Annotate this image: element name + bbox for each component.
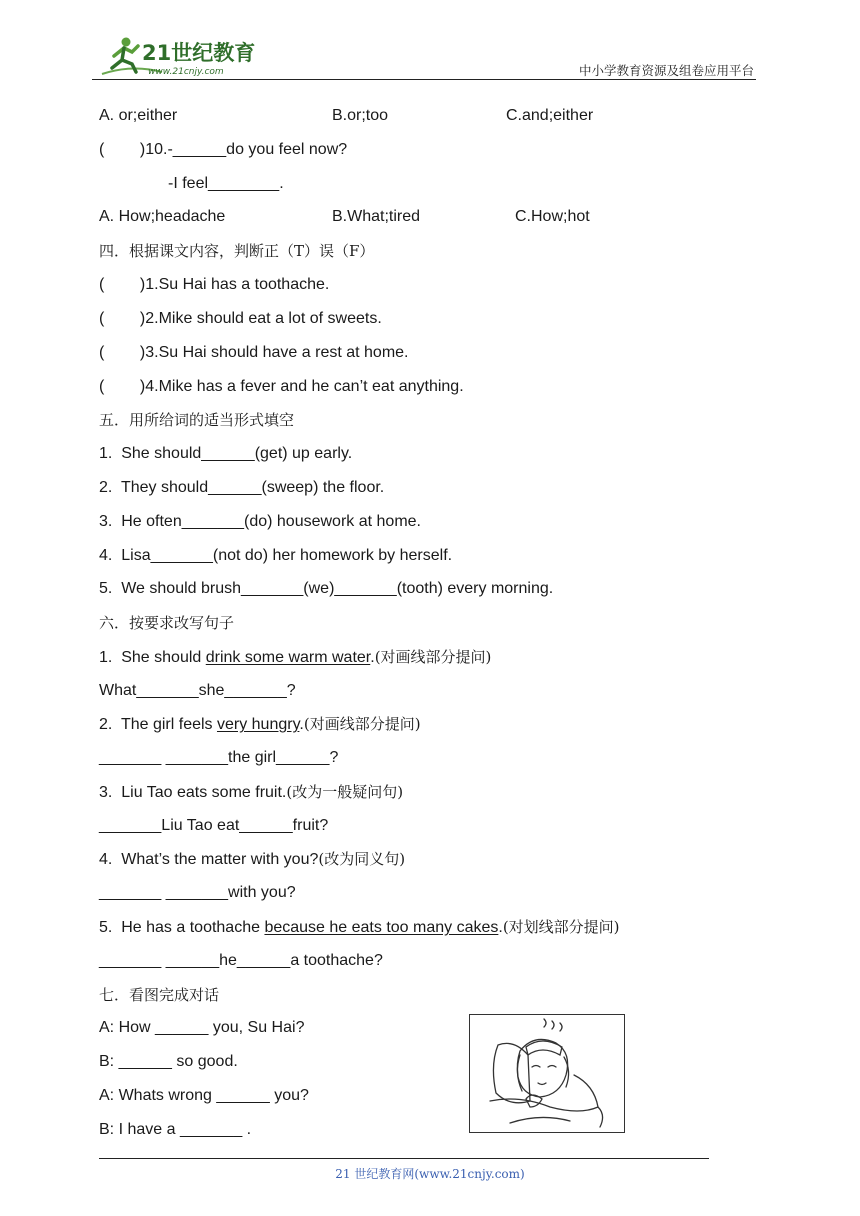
section6-q1 <box>99 647 491 668</box>
section4-item: ( )1.Su Hai has a toothache. <box>99 276 330 293</box>
section6-q3 <box>99 782 403 803</box>
q10-option-a: A. How;headache <box>99 208 226 225</box>
q3-text: 3. Liu Tao eats some fruit. <box>99 784 287 801</box>
section6-q3-answer: _______Liu Tao eat______fruit? <box>99 817 329 834</box>
section5-item: 1. She should______(get) up early. <box>99 445 353 462</box>
q2-text: 2. The girl feels <box>99 716 217 733</box>
q10-answer-line: -I feel________. <box>168 175 284 192</box>
q3-instruction: (改为一般疑问句) <box>286 783 404 801</box>
section6-q2 <box>99 714 421 735</box>
q10-option-b: B.What;tired <box>332 208 421 225</box>
footer-text: 21 世纪教育网(www.21cnjy.com) <box>335 1167 525 1181</box>
logo-url: www.21cnjy.com <box>148 67 224 77</box>
q4-text: 4. What’s the matter with you? <box>99 851 319 868</box>
q10-stem: ( )10.-______do you feel now? <box>99 141 348 158</box>
section5-title: 五．用所给词的适当形式填空 <box>99 411 295 429</box>
q10-option-c: C.How;hot <box>515 208 590 225</box>
section5-item: 2. They should______(sweep) the floor. <box>99 479 385 496</box>
section7-title: 七．看图完成对话 <box>99 986 220 1004</box>
section6-q5 <box>99 917 620 938</box>
header-divider <box>92 79 756 80</box>
footer-divider <box>99 1158 709 1159</box>
q1-instruction: (对画线部分提问) <box>374 648 492 666</box>
section6-q4 <box>99 849 405 870</box>
q1-text: 1. She should <box>99 649 206 666</box>
dialogue-line: A: Whats wrong ______ you? <box>99 1087 309 1104</box>
sick-girl-picture <box>469 1014 625 1133</box>
section4-title: 四．根据课文内容，判断正（T）误（F） <box>99 242 375 260</box>
site-tagline: 中小学教育资源及组卷应用平台 <box>578 63 754 78</box>
dialogue-line: B: ______ so good. <box>99 1053 238 1070</box>
section6-q1-answer: What_______she_______? <box>99 682 296 699</box>
logo-text: 21世纪教育 <box>142 41 256 65</box>
sick-girl-illustration <box>470 1015 623 1131</box>
q4-instruction: (改为同义句) <box>318 850 406 868</box>
q2-period: . <box>299 716 304 733</box>
q2-instruction: (对画线部分提问) <box>303 715 421 733</box>
dialogue-line: A: How ______ you, Su Hai? <box>99 1019 305 1036</box>
section6-q2-answer: _______ _______the girl______? <box>99 749 339 766</box>
q5-instruction: (对划线部分提问) <box>502 918 620 936</box>
dialogue-line: B: I have a _______ . <box>99 1121 252 1138</box>
logo-21cnjy <box>92 34 262 80</box>
section4-item: ( )3.Su Hai should have a rest at home. <box>99 344 409 361</box>
section4-item: ( )2.Mike should eat a lot of sweets. <box>99 310 382 327</box>
q9-option-a: A. or;either <box>99 107 178 124</box>
q2-underlined: very hungry <box>216 716 300 733</box>
q1-period: . <box>370 649 375 666</box>
q9-option-c: C.and;either <box>506 107 594 124</box>
section6-title: 六．按要求改写句子 <box>99 614 235 632</box>
section4-item: ( )4.Mike has a fever and he can’t eat anything. <box>99 378 464 395</box>
q9-option-b: B.or;too <box>332 107 389 124</box>
q5-text: 5. He has a toothache <box>99 919 265 936</box>
q1-underlined: drink some warm water <box>205 649 371 666</box>
section5-item: 5. We should brush_______(we)_______(tooth) every morning. <box>99 580 554 597</box>
section6-q4-answer: _______ _______with you? <box>99 884 296 901</box>
section5-item: 3. He often_______(do) housework at home. <box>99 513 421 530</box>
section6-q5-answer: _______ ______he______a toothache? <box>99 952 383 969</box>
q5-period: . <box>498 919 503 936</box>
q5-underlined: because he eats too many cakes <box>264 919 499 936</box>
section5-item: 4. Lisa_______(not do) her homework by herself. <box>99 547 453 564</box>
